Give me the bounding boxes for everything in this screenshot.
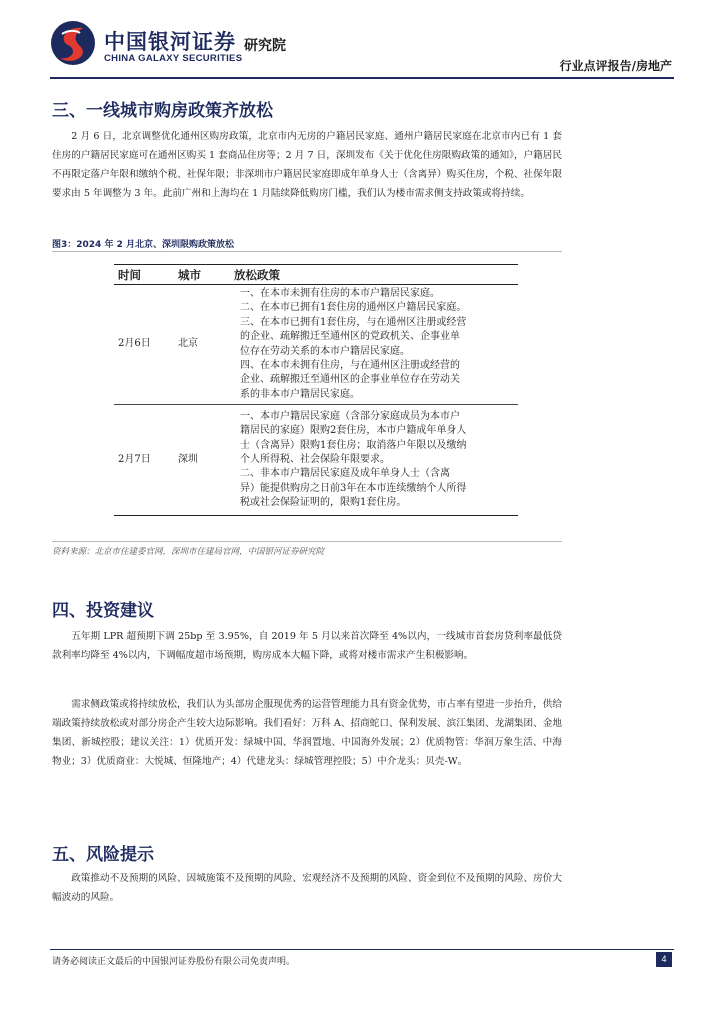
policy-table xyxy=(114,264,518,516)
policy-line: 位存在劳动关系的本市户籍居民家庭。 xyxy=(240,345,410,357)
footer-disclaimer: 请务必阅读正文最后的中国银河证券股份有限公司免责声明。 xyxy=(52,957,296,967)
policy-line: 一、在本市未拥有住房的本市户籍居民家庭。 xyxy=(240,288,440,299)
policy-line: 籍居民的家庭）限购2套住房，本市户籍成年单身人 xyxy=(240,425,467,437)
policy-line: 税或社会保险证明的，限购1套住房。 xyxy=(240,497,407,509)
policy-line: 系的非本市户籍居民家庭。 xyxy=(240,388,360,400)
policy-line: 四、在本市未拥有住房，与在通州区注册或经营的 xyxy=(240,360,460,372)
header-divider xyxy=(50,77,674,79)
policy-line: 一、本市户籍居民家庭（含部分家庭成员为本市户 xyxy=(240,410,460,422)
section-3-paragraph: 2 月 6 日，北京调整优化通州区购房政策，北京市内无房的户籍居民家庭、通州户籍居民家庭在北京市内已有 1 套住房的户籍居民家庭可在通州区购买 1 套商品住房等；2 月 7 日，深圳发布《关于优化住房限购政策的通知》，户籍居民不再限定落户年限和缴纳个税、社保年限；非深圳市户籍居民家庭即成年单身人士（含离异）购买住房，个税、社保年限要求由 5 年调整为 3 年。此前广州和上海均在 1 月陆续降低购房门槛，我们认为楼市需求侧支持政策或将持续。 xyxy=(52,131,562,199)
brand-name-cn: 中国银河证券 xyxy=(104,30,236,54)
table-row xyxy=(114,405,518,516)
policy-line: 企业、疏解搬迁至通州区的企事业单位存在劳动关 xyxy=(240,374,460,386)
figure-caption: 图3：2024 年 2 月北京、深圳限购政策放松 xyxy=(52,240,234,250)
policy-line: 士（含离异）限购1套住房；取消落户年限以及缴纳 xyxy=(240,439,467,451)
figure-bottom-rule xyxy=(52,541,562,542)
header-policy: 放松政策 xyxy=(230,265,518,285)
section-4-paragraph-2: 需求侧政策或将持续放松，我们认为头部房企服现优秀的运营管理能力具有资金优势，市占率有望进一步抬升，供给端政策持续放松或对部分房企产生较大边际影响。我们看好：万科 A、招商蛇口、保利发展、滨江集团、龙湖集团、金地集团、新城控股；建议关注：1）优质开发：绿城中国、华润置地、中国海外发展；2）优质物管：华润万象生活、中海物业；3）优质商业：大悦城、恒隆地产；4）代建龙头：绿城管理控股；5）中介龙头：贝壳-W。 xyxy=(52,699,562,767)
row-date: 2月6日 xyxy=(114,285,174,405)
figure-source: 资料来源：北京市住建委官网，深圳市住建局官网，中国银河证券研究院 xyxy=(52,547,325,557)
row-policy xyxy=(230,405,518,516)
section-4-title: 四、投资建议 xyxy=(52,601,154,621)
header-city: 城市 xyxy=(174,265,230,285)
section-4-paragraph-1: 五年期 LPR 超预期下调 25bp 至 3.95%，自 2019 年 5 月以来首次降至 4%以内，一线城市首套房贷利率最低贷款利率均降至 4%以内，下调幅度超市场预期，购房成本大幅下降，或将对楼市需求产生积极影响。 xyxy=(52,631,562,661)
policy-line: 异）能提供购房之日前3年在本市连续缴纳个人所得 xyxy=(240,482,467,494)
row-city: 北京 xyxy=(174,285,230,405)
table-header-row xyxy=(114,265,518,285)
section-5-paragraph: 政策推动不及预期的风险、因城施策不及预期的风险、宏观经济不及预期的风险、资金到位不及预期的风险、房价大幅波动的风险。 xyxy=(52,873,562,903)
page-number: 4 xyxy=(656,952,672,967)
figure-top-rule xyxy=(52,251,562,252)
policy-line: 个人所得税、社会保险年限要求。 xyxy=(240,454,390,466)
row-city: 深圳 xyxy=(174,405,230,516)
brand-name-en: CHINA GALAXY SECURITIES xyxy=(104,53,243,64)
policy-line: 三、在本市已拥有1套住房，与在通州区注册或经营 xyxy=(240,316,467,328)
row-policy xyxy=(230,285,518,405)
section-5-title: 五、风险提示 xyxy=(52,845,154,865)
report-type: 行业点评报告/房地产 xyxy=(559,59,672,73)
row-date: 2月7日 xyxy=(114,405,174,516)
institute-label: 研究院 xyxy=(244,38,286,54)
header-time: 时间 xyxy=(114,265,174,285)
policy-line: 的企业、疏解搬迁至通州区的党政机关、企事业单 xyxy=(240,331,460,343)
table-row xyxy=(114,285,518,405)
footer-divider xyxy=(50,949,674,950)
galaxy-logo-icon xyxy=(50,20,96,66)
section-3-title: 三、一线城市购房政策齐放松 xyxy=(52,101,273,121)
policy-line: 二、在本市已拥有1套住房的通州区户籍居民家庭。 xyxy=(240,302,467,314)
policy-line: 二、非本市户籍居民家庭及成年单身人士（含离 xyxy=(240,468,450,480)
